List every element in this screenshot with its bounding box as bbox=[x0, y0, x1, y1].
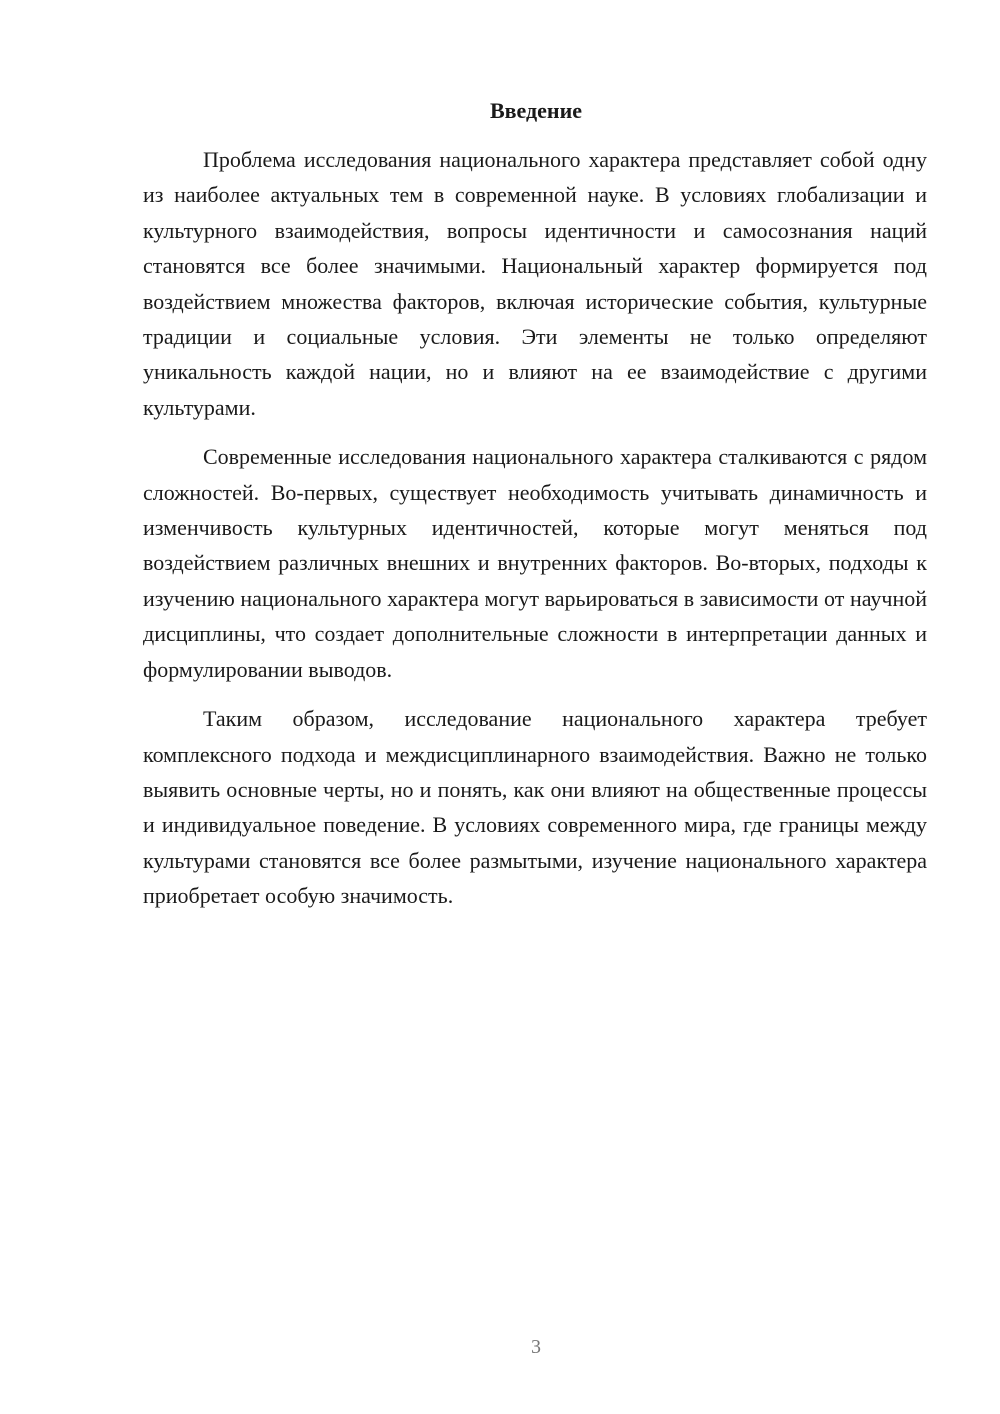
paragraph-2: Современные исследования национального характера сталкиваются с рядом сложностей. Во-первых, существует необходимость учитывать динамичность и изменчивость культурных идентичностей, которые могут меняться под воздействием различных внешних и внутренних факторов. Во-вторых, подходы к изучению национального характера могут варьироваться в зависимости от научной дисциплины, что создает дополнительные сложности в интерпретации данных и формулировании выводов. bbox=[143, 444, 927, 682]
paragraph-1: Проблема исследования национального характера представляет собой одну из наиболее актуальных тем в современной науке. В условиях глобализации и культурного взаимодействия, вопросы идентичности и самосознания наций становятся все более значимыми. Национальный характер формируется под воздействием множества факторов, включая исторические события, культурные традиции и социальные условия. Эти элементы не только определяют уникальность каждой нации, но и влияют на ее взаимодействие с другими культурами. bbox=[143, 147, 927, 420]
paragraph-3: Таким образом, исследование национального характера требует комплексного подхода и междисциплинарного взаимодействия. Важно не только выявить основные черты, но и понять, как они влияют на общественные процессы и индивидуальное поведение. В условиях современного мира, где границы между культурами становятся все более размытыми, изучение национального характера приобретает особую значимость. bbox=[143, 706, 927, 909]
body-text bbox=[143, 142, 927, 914]
page-number: 3 bbox=[531, 1336, 541, 1358]
section-heading: Введение bbox=[489, 98, 583, 123]
